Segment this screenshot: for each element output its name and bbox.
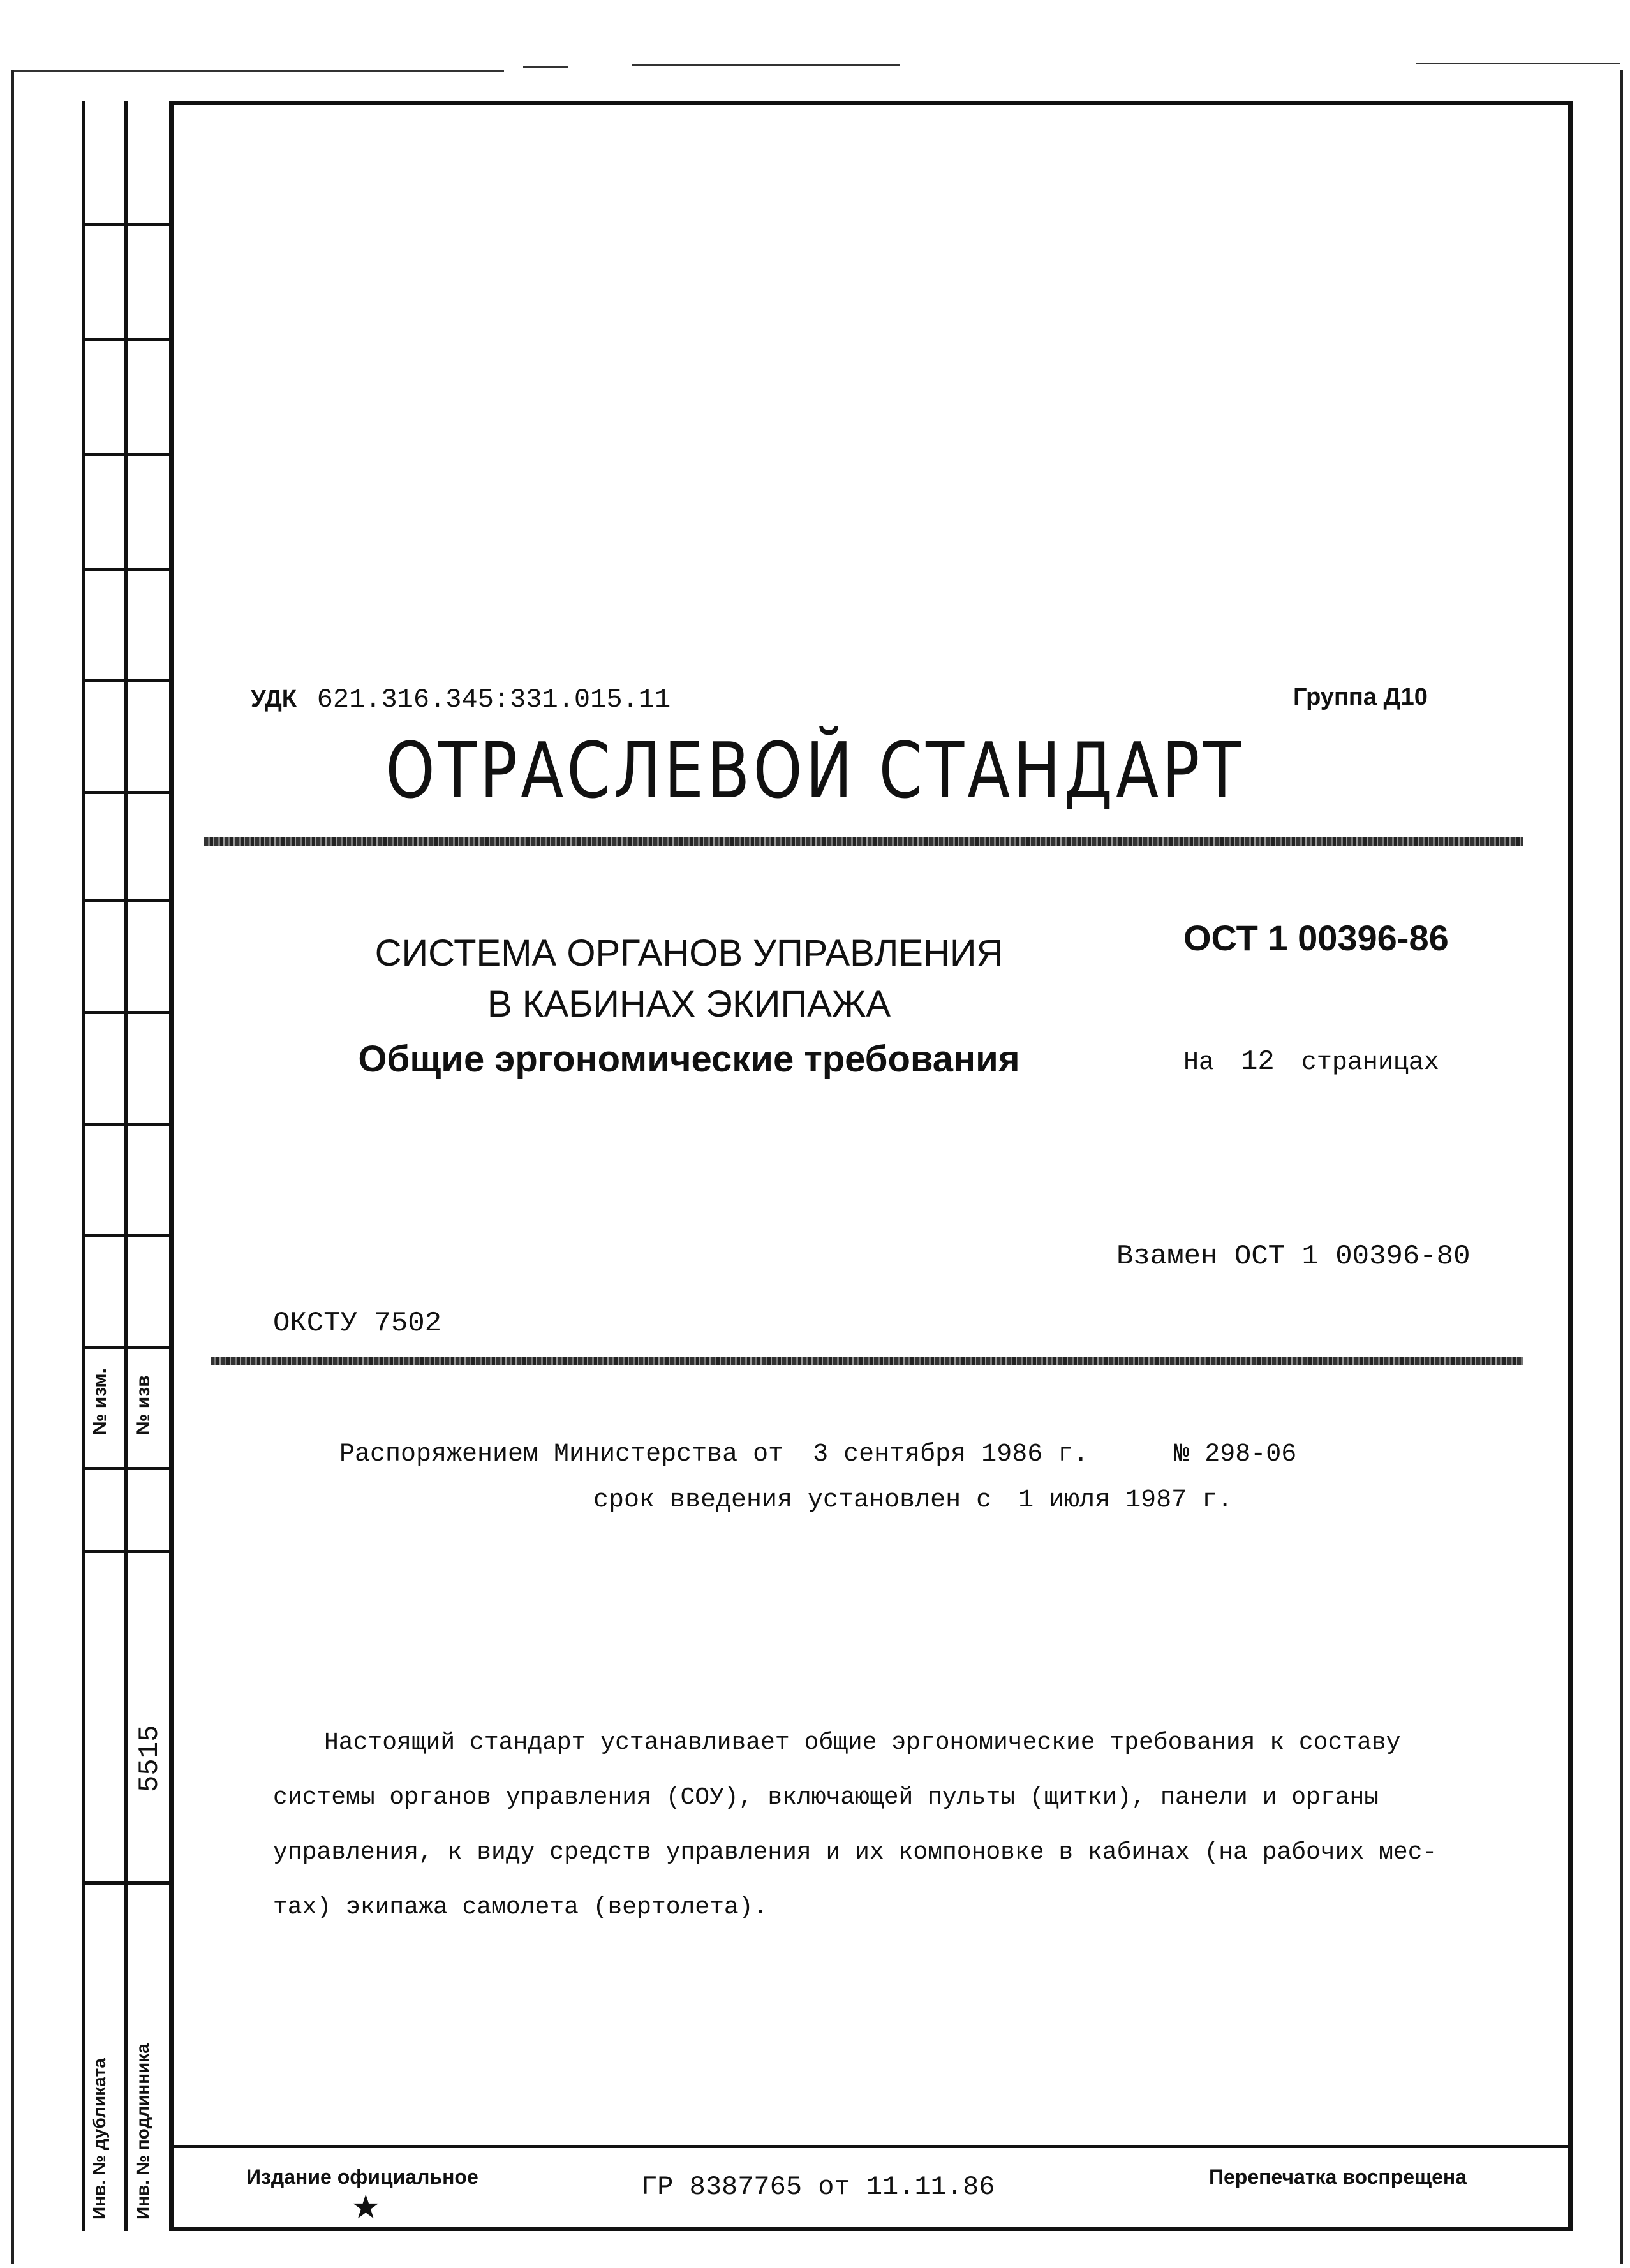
strip-grid-line	[82, 1011, 169, 1014]
body-line-3: управления, к виду средств управления и их компоновке в кабинах (на рабочих мес-	[273, 1839, 1437, 1866]
order-date: 3 сентября 1986 г.	[813, 1440, 1089, 1469]
strip-original-inventory-label: Инв. № подлинника	[133, 2043, 152, 2220]
strip-grid-line	[82, 223, 169, 226]
top-edge-line	[632, 64, 900, 66]
page-count-prefix: На	[1183, 1049, 1215, 1077]
udk-label: УДК	[251, 686, 297, 712]
strip-grid-line	[82, 338, 169, 341]
effective-date: 1 июля 1987 г.	[1018, 1486, 1233, 1515]
standard-title	[306, 928, 1072, 1085]
top-edge-line	[523, 66, 568, 68]
body-line-1: Настоящий стандарт устанавливает общие эргономические требования к составу	[324, 1729, 1401, 1756]
order-line-2	[593, 1486, 1233, 1515]
strip-grid-line	[82, 679, 169, 682]
page-title: ОТРАСЛЕВОЙ СТАНДАРТ	[385, 727, 1245, 816]
effective-text: срок введения установлен с	[593, 1486, 992, 1515]
strip-change-number-label: № изв	[133, 1375, 154, 1435]
strip-grid-line	[82, 1234, 169, 1237]
group-code: Группа Д10	[1293, 684, 1428, 711]
top-edge-line	[1416, 63, 1620, 64]
strip-inventory-number: 5515	[134, 1725, 166, 1792]
page-count-suffix: страницах	[1301, 1049, 1439, 1077]
reprint-notice: Перепечатка воспрещена	[1209, 2165, 1467, 2188]
strip-duplicate-inventory-label: Инв. № дубликата	[89, 2058, 109, 2220]
strip-grid-line	[82, 453, 169, 456]
order-line-1	[339, 1440, 1296, 1469]
star-icon: ★	[351, 2189, 381, 2226]
replaces-standard: Взамен ОСТ 1 00396-80	[1116, 1241, 1471, 1272]
strip-grid-line	[82, 1550, 169, 1553]
page-count	[1183, 1046, 1439, 1078]
section-rule	[211, 1357, 1523, 1365]
okstu-code: ОКСТУ 7502	[273, 1307, 442, 1339]
page-count-value: 12	[1241, 1046, 1275, 1078]
edition-label: Издание официальное	[246, 2165, 478, 2188]
standard-subtitle: Общие эргономические требования	[358, 1038, 1020, 1080]
standard-title-line-2: В КАБИНАХ ЭКИПАЖА	[487, 983, 891, 1025]
strip-grid-line	[82, 1881, 169, 1885]
strip-grid-line	[82, 568, 169, 571]
strip-grid-line	[82, 899, 169, 902]
strip-grid-line	[82, 1467, 169, 1470]
standard-number: ОСТ 1 00396-86	[1183, 918, 1449, 958]
standard-title-line-1: СИСТЕМА ОРГАНОВ УПРАВЛЕНИЯ	[374, 932, 1004, 974]
udk-value: 621.316.345:331.015.11	[316, 684, 671, 715]
body-line-2: системы органов управления (СОУ), включающей пульты (щитки), панели и органы	[273, 1784, 1379, 1811]
footer-rule	[169, 2145, 1573, 2148]
registration-number: ГР 8387765 от 11.11.86	[641, 2172, 995, 2202]
order-text: Распоряжением Министерства от	[339, 1440, 784, 1469]
strip-change-number-label: № изм.	[89, 1368, 110, 1435]
header-rule	[204, 837, 1523, 846]
body-line-4: тах) экипажа самолета (вертолета).	[273, 1894, 768, 1921]
body-paragraph	[273, 1716, 1536, 1935]
udk-line	[251, 682, 671, 715]
strip-grid-line	[82, 1346, 169, 1349]
order-number: № 298-06	[1174, 1440, 1297, 1469]
strip-grid-line	[82, 1123, 169, 1126]
left-strip-divider	[124, 101, 128, 2231]
